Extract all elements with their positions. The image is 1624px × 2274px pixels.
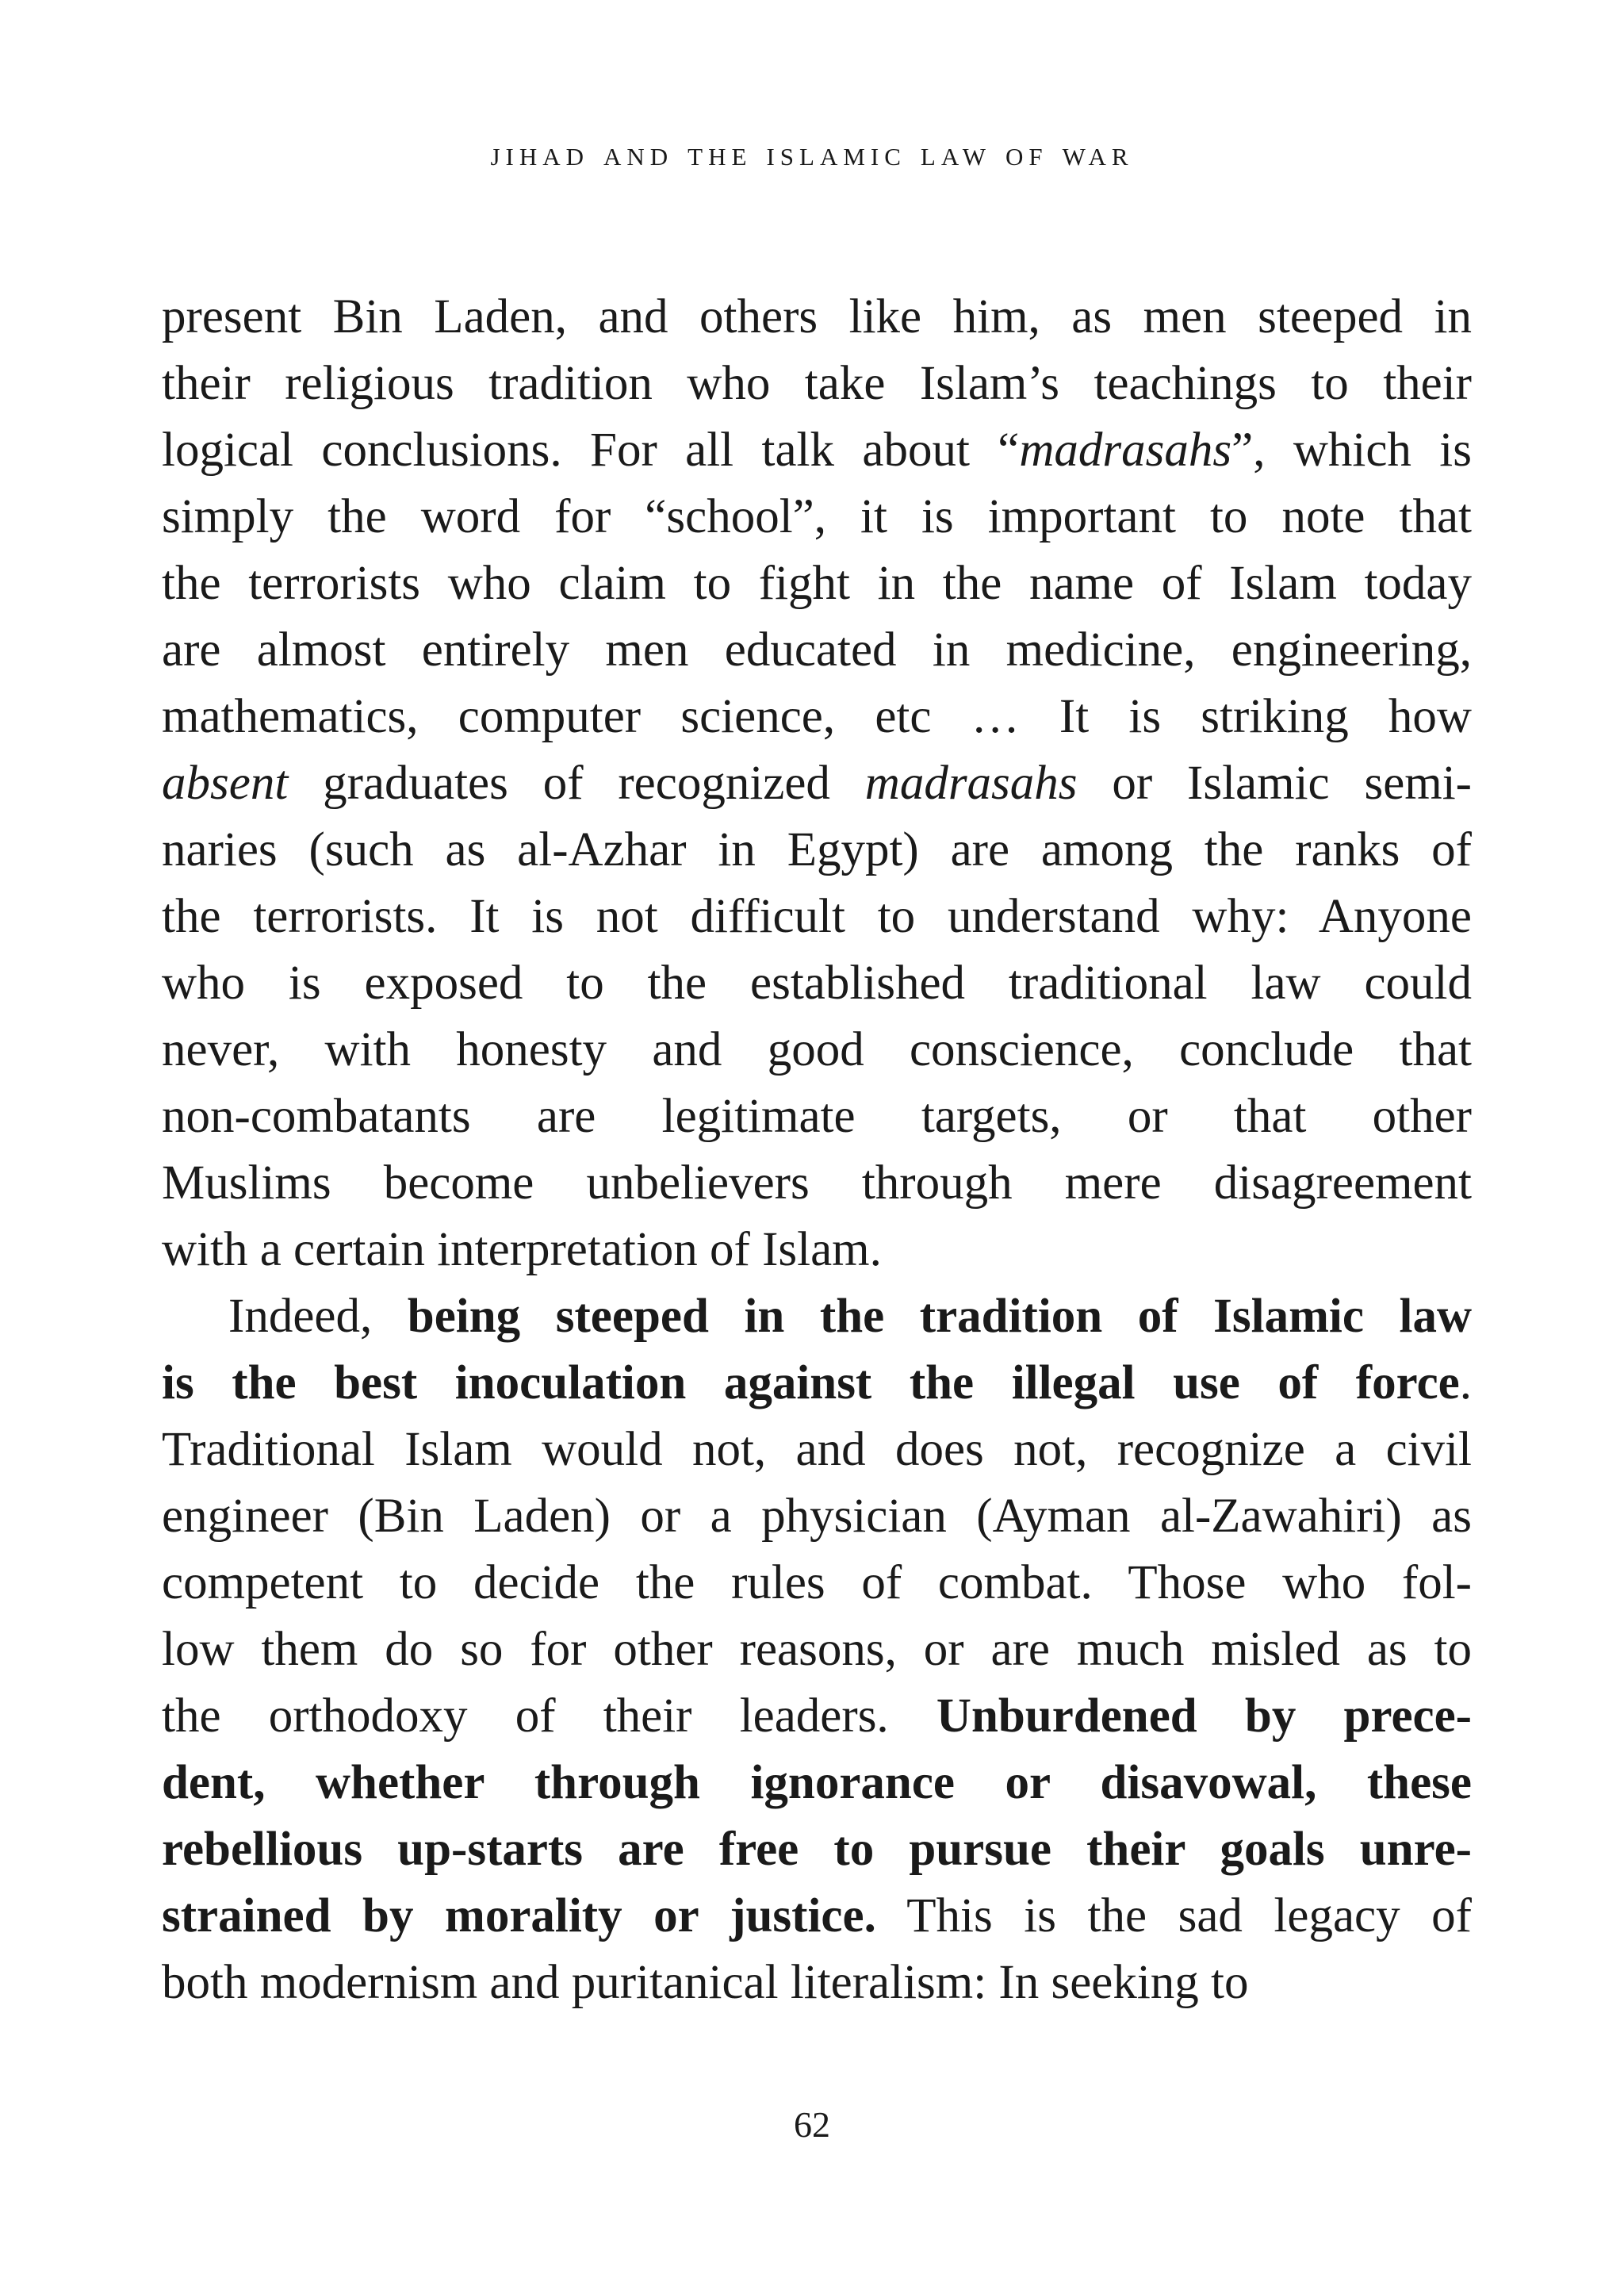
text-line (162, 817, 1472, 884)
text-run: simply the word for “school”, it is important to note that (162, 490, 1472, 543)
text-line (162, 1816, 1472, 1883)
text-line (162, 1483, 1472, 1550)
text-line (162, 1683, 1472, 1750)
text-run: ”, which is (1231, 424, 1472, 477)
text-line (162, 1883, 1472, 1950)
text-run: with a certain interpretation of Islam. (162, 1223, 882, 1276)
text-line (162, 884, 1472, 950)
italic-text: absent (162, 757, 289, 810)
text-run: mathematics, computer science, etc … It is striking how (162, 690, 1472, 743)
text-line (162, 1283, 1472, 1350)
text-run: the terrorists. It is not difficult to understand why: Anyone (162, 890, 1472, 943)
text-run: . (1459, 1356, 1472, 1409)
text-line (162, 1750, 1472, 1816)
bold-text: is the best inoculation against the illegal use of force (162, 1356, 1460, 1409)
text-run: never, with honesty and good conscience, conclude that (162, 1023, 1472, 1076)
text-run: who is exposed to the established traditional law could (162, 957, 1472, 1010)
text-line (162, 1417, 1472, 1483)
text-line (162, 1950, 1472, 2016)
text-line (162, 1350, 1472, 1417)
text-line (162, 617, 1472, 684)
text-line (162, 684, 1472, 750)
text-run: or Islamic semi- (1077, 757, 1472, 810)
text-line (162, 484, 1472, 550)
text-run: Muslims become unbelievers through mere disagreement (162, 1156, 1472, 1210)
text-line (162, 417, 1472, 484)
italic-text: madrasahs (1019, 424, 1232, 477)
bold-text: being steeped in the tradition of Islamic law (407, 1290, 1472, 1343)
text-run: the terrorists who claim to fight in the name of Islam today (162, 557, 1472, 610)
text-run: engineer (Bin Laden) or a physician (Ayman al-Zawahiri) as (162, 1490, 1472, 1543)
text-run: graduates of recognized (288, 757, 865, 810)
text-run: naries (such as al-Azhar in Egypt) are among the ranks of (162, 823, 1472, 876)
text-run: both modernism and puritanical literalism: In seeking to (162, 1956, 1249, 2009)
text-line (162, 1083, 1472, 1150)
text-line (162, 284, 1472, 351)
page-number: 62 (794, 2104, 830, 2145)
text-run: present Bin Laden, and others like him, as men steeped in (162, 290, 1472, 343)
text-run: low them do so for other reasons, or are much misled as to (162, 1623, 1472, 1676)
bold-text: strained by morality or justice. (162, 1889, 876, 1942)
text-run: This is the sad legacy of (875, 1889, 1472, 1942)
italic-text: madrasahs (864, 757, 1078, 810)
text-line (162, 1017, 1472, 1083)
paragraph-2 (162, 1283, 1472, 2016)
text-line (162, 1150, 1472, 1217)
text-line (162, 1550, 1472, 1616)
text-run: the orthodoxy of their leaders. (162, 1689, 936, 1743)
text-run: non-combatants are legitimate targets, or that other (162, 1090, 1472, 1143)
text-run: logical conclusions. For all talk about “ (162, 424, 1020, 477)
body-text (162, 284, 1472, 2016)
paragraph-1 (162, 284, 1472, 1283)
text-run: are almost entirely men educated in medicine, engineering, (162, 623, 1472, 677)
text-line (162, 1616, 1472, 1683)
text-line (162, 750, 1472, 817)
running-head: jihad and the islamic law of war (490, 134, 1134, 173)
text-line (162, 1217, 1472, 1283)
bold-text: Unburdened by prece- (936, 1689, 1472, 1743)
text-run: competent to decide the rules of combat. Those who fol- (162, 1556, 1472, 1609)
text-line (162, 550, 1472, 617)
text-run: Indeed, (228, 1290, 408, 1343)
text-run: their religious tradition who take Islam’s teachings to their (162, 357, 1472, 410)
text-line (162, 950, 1472, 1017)
bold-text: rebellious up-starts are free to pursue their goals unre- (162, 1823, 1472, 1876)
bold-text: dent, whether through ignorance or disavowal, these (162, 1756, 1472, 1809)
text-line (162, 351, 1472, 417)
text-run: Traditional Islam would not, and does not, recognize a civil (162, 1423, 1472, 1476)
